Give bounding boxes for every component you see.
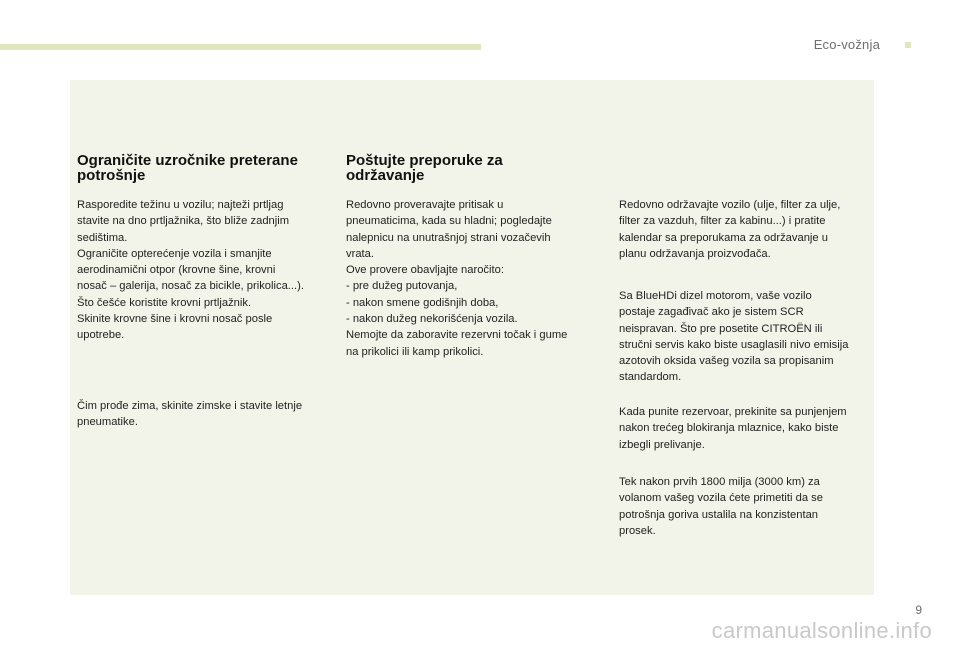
- paragraph-weight-load: Rasporedite težinu u vozilu; najteži prtljag stavite na dno prtljažnika, što bliže zadnjim sedištima. Ograničite opterećenje vozila i smanjite aerodinamični otpor (krovne šine, krovni nosač – galerija, nosač za bicikle, prikolica...). Što češće koristite krovni prtljažnik. Skinite krovne šine i krovni nosač posle upotrebe.: [77, 199, 304, 342]
- chapter-title: Eco-vožnja: [813, 37, 880, 52]
- page-number: 9: [915, 603, 922, 617]
- paragraph-tyre-pressure: Redovno proveravajte pritisak u pneumaticima, kada su hladni; pogledajte nalepnicu na unutrašnjoj strani vozačevih vrata. Ove provere obavljajte naročito: - pre dužeg putovanja, - nakon smene godišnjih doba, - nakon dužeg nekorišćenja vozila. Nemojte da zaboravite rezervni točak i gume na prikolici ili kamp prikolici.: [346, 199, 568, 358]
- chapter-marker: [905, 42, 911, 48]
- paragraph-winter-tyres: Čim prođe zima, skinite zimske i stavite letnje pneumatike.: [77, 400, 303, 429]
- paragraph-regular-service: Redovno održavajte vozilo (ulje, filter za ulje, filter za vazduh, filter za kabinu...) i pratite kalendar sa preporukama za održavanje u planu održavanja proizvođača.: [619, 199, 841, 260]
- watermark: carmanualsonline.info: [711, 618, 932, 643]
- header-accent-bar: [0, 44, 481, 50]
- paragraph-break-in: Tek nakon prvih 1800 milja (3000 km) za volanom vašeg vozila ćete primetiti da se potrošnja goriva ustalila na konzistentan prosek.: [619, 476, 823, 537]
- section-heading-consumption: Ograničite uzročnike preterane potrošnje: [77, 152, 298, 184]
- paragraph-fuel-filling: Kada punite rezervoar, prekinite sa punjenjem nakon trećeg blokiranja mlaznice, kako biste izbegli prelivanje.: [619, 406, 847, 451]
- section-heading-maintenance: Poštujte preporuke za održavanje: [346, 152, 503, 184]
- paragraph-bluehdi-scr: Sa BlueHDi dizel motorom, vaše vozilo postaje zagađivač ako je sistem SCR neispravan. Što pre posetite CITROËN ili stručni servis kako biste usaglasili nivo emisija azotovih oksida vašeg vozila sa propisanim standardom.: [619, 290, 849, 384]
